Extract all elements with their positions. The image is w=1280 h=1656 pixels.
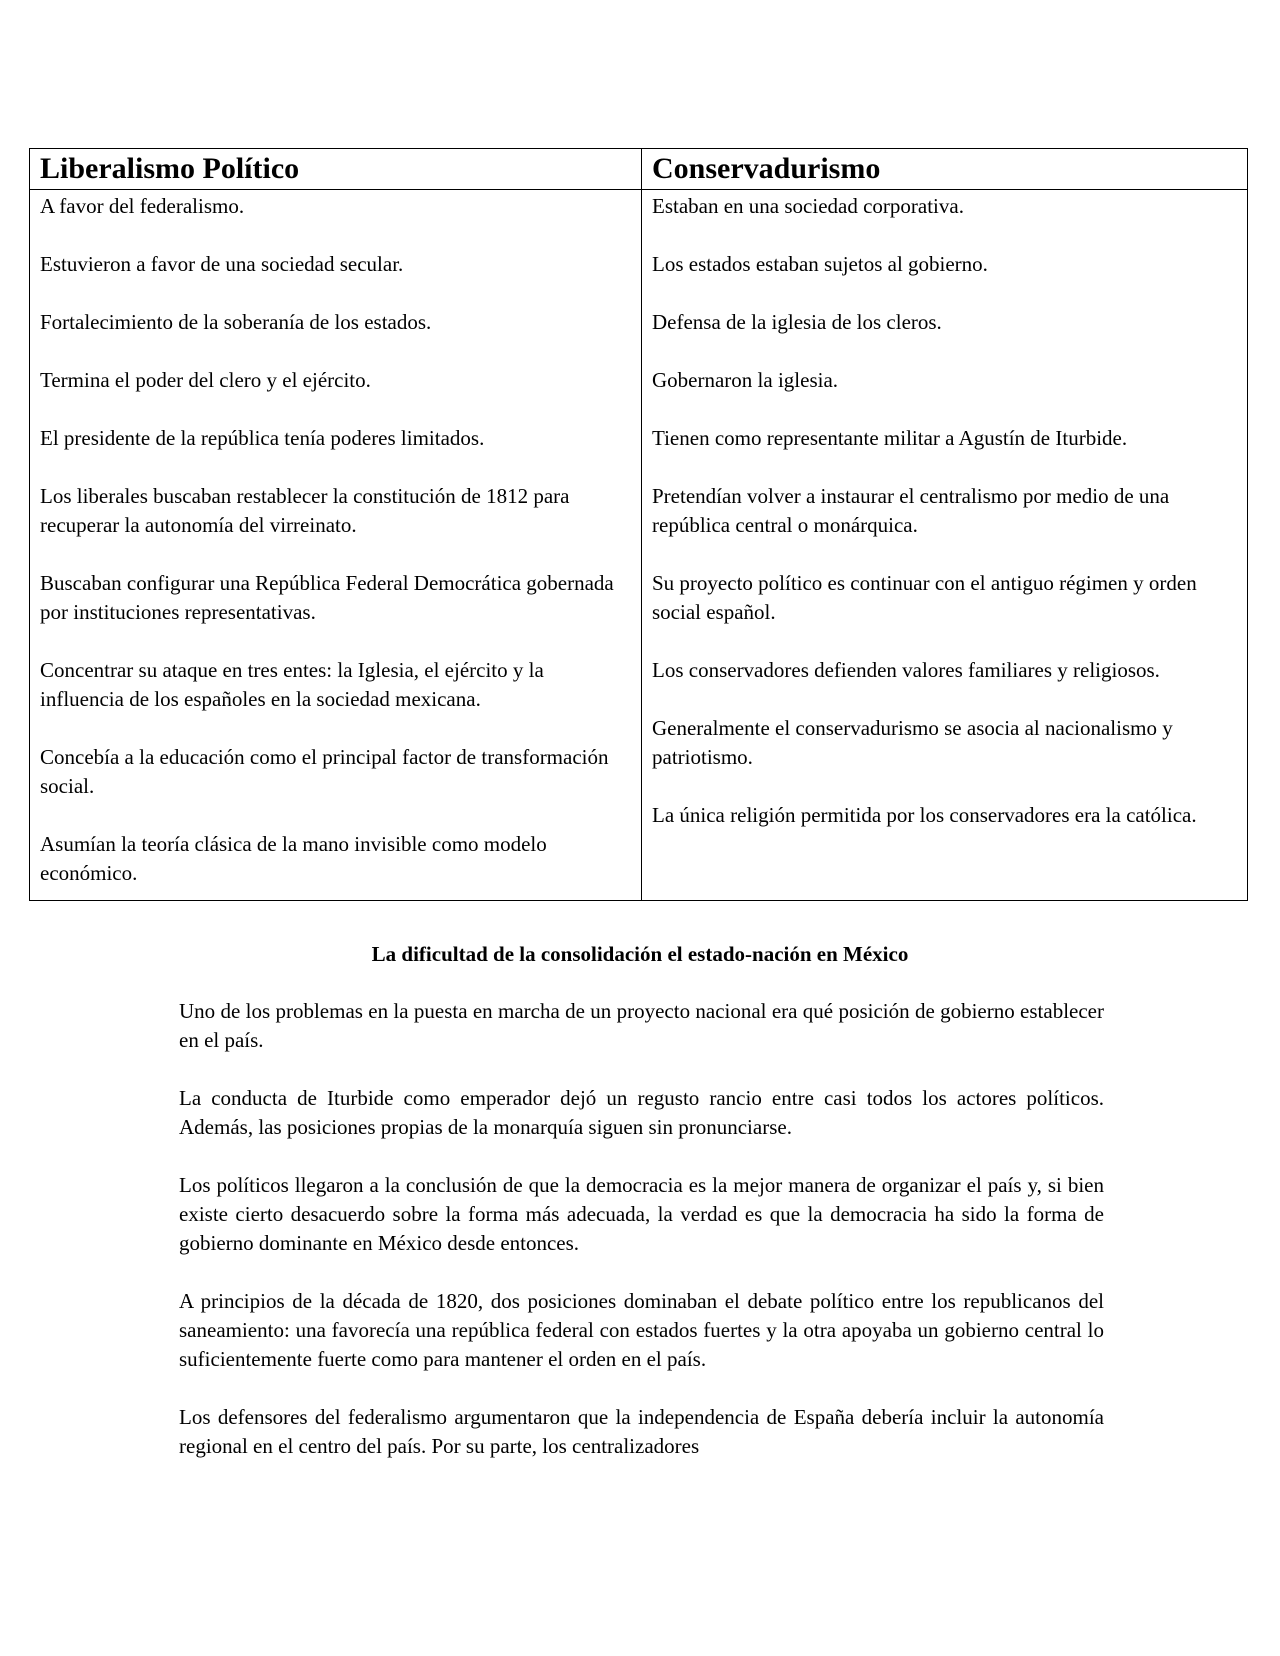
liberalismo-item: Asumían la teoría clásica de la mano invisible como modelo económico.	[40, 832, 547, 885]
conservadurismo-item: Los estados estaban sujetos al gobierno.	[652, 252, 988, 276]
paragraph: Los políticos llegaron a la conclusión de que la democracia es la mejor manera de organizar el país y, si bien existe cierto desacuerdo sobre la forma más adecuada, la verdad es que la democracia ha sido la forma de gobierno dominante en México desde entonces.	[179, 1173, 1104, 1255]
paragraph: Los defensores del federalismo argumentaron que la independencia de España debería incluir la autonomía regional en el centro del país. Por su parte, los centralizadores	[179, 1405, 1104, 1458]
liberalismo-item: A favor del federalismo.	[40, 194, 245, 218]
liberalismo-column	[30, 190, 642, 900]
paragraph: Uno de los problemas en la puesta en marcha de un proyecto nacional era qué posición de gobierno establecer en el país.	[179, 999, 1104, 1052]
liberalismo-item: Buscaban configurar una República Federal Democrática gobernada por instituciones representativas.	[40, 571, 614, 624]
section-title: La dificultad de la consolidación el estado-nación en México	[371, 942, 909, 966]
conservadurismo-item: Tienen como representante militar a Agustín de Iturbide.	[652, 426, 1128, 450]
conservadurismo-column	[642, 190, 1247, 900]
body-text	[179, 997, 1104, 1490]
paragraph: La conducta de Iturbide como emperador dejó un regusto rancio entre casi todos los actores políticos. Además, las posiciones propias de la monarquía siguen sin pronunciarse.	[179, 1086, 1104, 1139]
conservadurismo-item: Los conservadores defienden valores familiares y religiosos.	[652, 658, 1160, 682]
header-liberalismo: Liberalismo Político	[30, 149, 642, 189]
conservadurismo-item: Generalmente el conservadurismo se asocia al nacionalismo y patriotismo.	[652, 716, 1173, 769]
conservadurismo-item: Gobernaron la iglesia.	[652, 368, 839, 392]
header-conservadurismo: Conservadurismo	[652, 152, 881, 185]
comparison-table	[29, 148, 1248, 901]
paragraph: A principios de la década de 1820, dos posiciones dominaban el debate político entre los republicanos del saneamiento: una favorecía una república federal con estados fuertes y la otra apoyaba un gobierno central lo suficientemente fuerte como para mantener el orden en el país.	[179, 1289, 1104, 1371]
conservadurismo-item: Su proyecto político es continuar con el antiguo régimen y orden social español.	[652, 571, 1197, 624]
table-header-row	[30, 149, 1247, 190]
conservadurismo-item: La única religión permitida por los conservadores era la católica.	[652, 803, 1197, 827]
liberalismo-item: Concebía a la educación como el principal factor de transformación social.	[40, 745, 609, 798]
liberalismo-item: Estuvieron a favor de una sociedad secular.	[40, 252, 404, 276]
liberalismo-item: Los liberales buscaban restablecer la constitución de 1812 para recuperar la autonomía del virreinato.	[40, 484, 570, 537]
liberalismo-item: Fortalecimiento de la soberanía de los estados.	[40, 310, 432, 334]
liberalismo-item: Concentrar su ataque en tres entes: la Iglesia, el ejército y la influencia de los españoles en la sociedad mexicana.	[40, 658, 544, 711]
liberalismo-item: El presidente de la república tenía poderes limitados.	[40, 426, 485, 450]
liberalismo-item: Termina el poder del clero y el ejército.	[40, 368, 371, 392]
conservadurismo-item: Defensa de la iglesia de los cleros.	[652, 310, 942, 334]
table-body-row	[30, 190, 1247, 900]
conservadurismo-item: Pretendían volver a instaurar el centralismo por medio de una república central o monárquica.	[652, 484, 1170, 537]
conservadurismo-item: Estaban en una sociedad corporativa.	[652, 194, 964, 218]
